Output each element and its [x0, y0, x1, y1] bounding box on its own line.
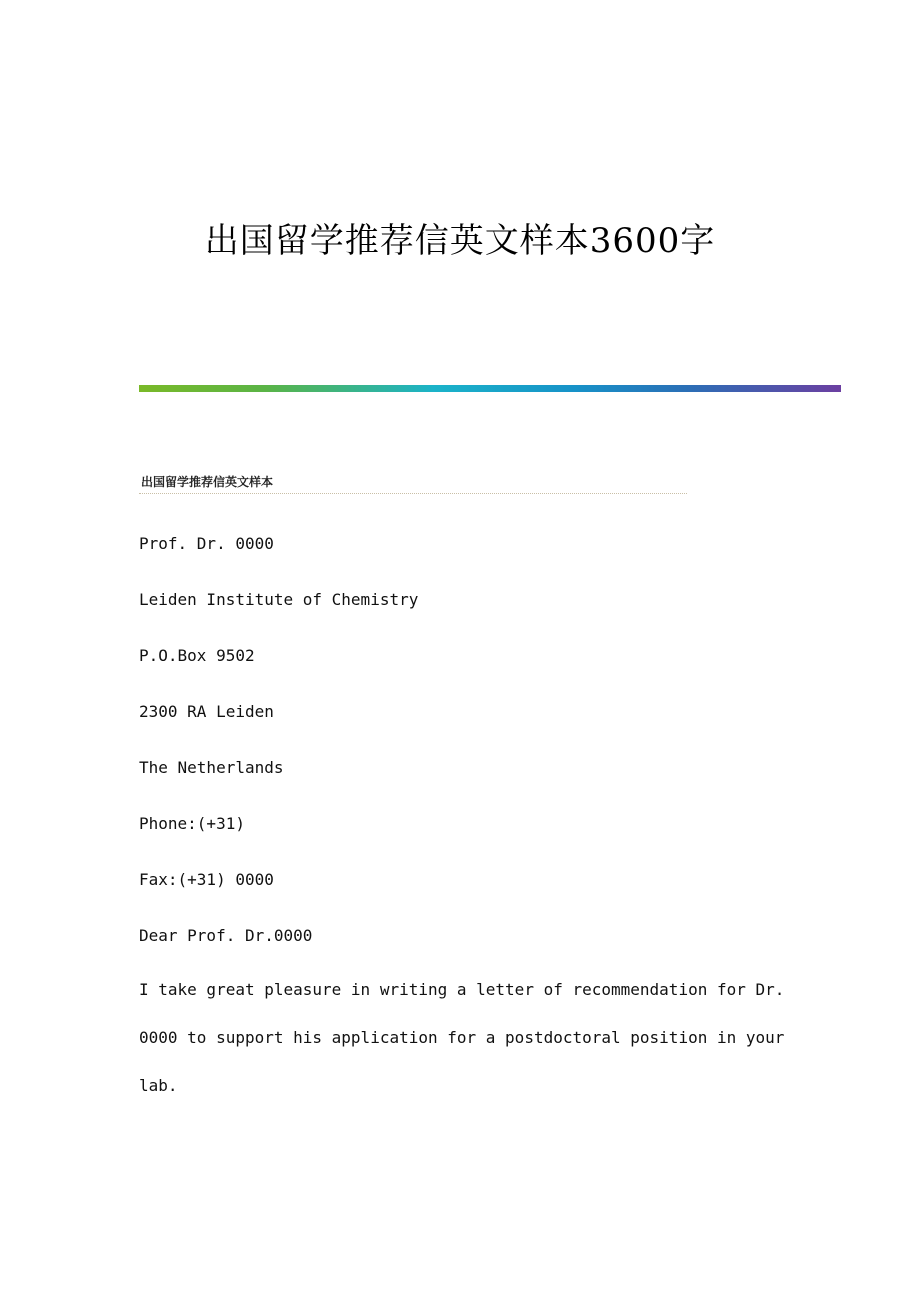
- body-paragraph: [139, 966, 785, 1110]
- address-line-institute: Leiden Institute of Chemistry: [139, 590, 419, 609]
- address-line-pobox: P.O.Box 9502: [139, 646, 255, 665]
- embedded-heading-image: 出国留学推荐信英文样本: [141, 475, 274, 489]
- gradient-divider: [139, 385, 841, 392]
- body-line: I take great pleasure in writing a letter of recommendation for Dr.: [139, 980, 785, 999]
- address-line-postcode: 2300 RA Leiden: [139, 702, 274, 721]
- address-line-phone: Phone:(+31): [139, 814, 245, 833]
- body-line: 0000 to support his application for a postdoctoral position in your: [139, 1028, 785, 1047]
- address-line-name: Prof. Dr. 0000: [139, 534, 274, 553]
- body-line: lab.: [139, 1076, 178, 1095]
- address-line-country: The Netherlands: [139, 758, 284, 777]
- document-title: 出国留学推荐信英文样本3600字: [204, 221, 716, 261]
- address-line-fax: Fax:(+31) 0000: [139, 870, 274, 889]
- salutation: Dear Prof. Dr.0000: [139, 926, 313, 945]
- embedded-heading-underline: [139, 493, 687, 494]
